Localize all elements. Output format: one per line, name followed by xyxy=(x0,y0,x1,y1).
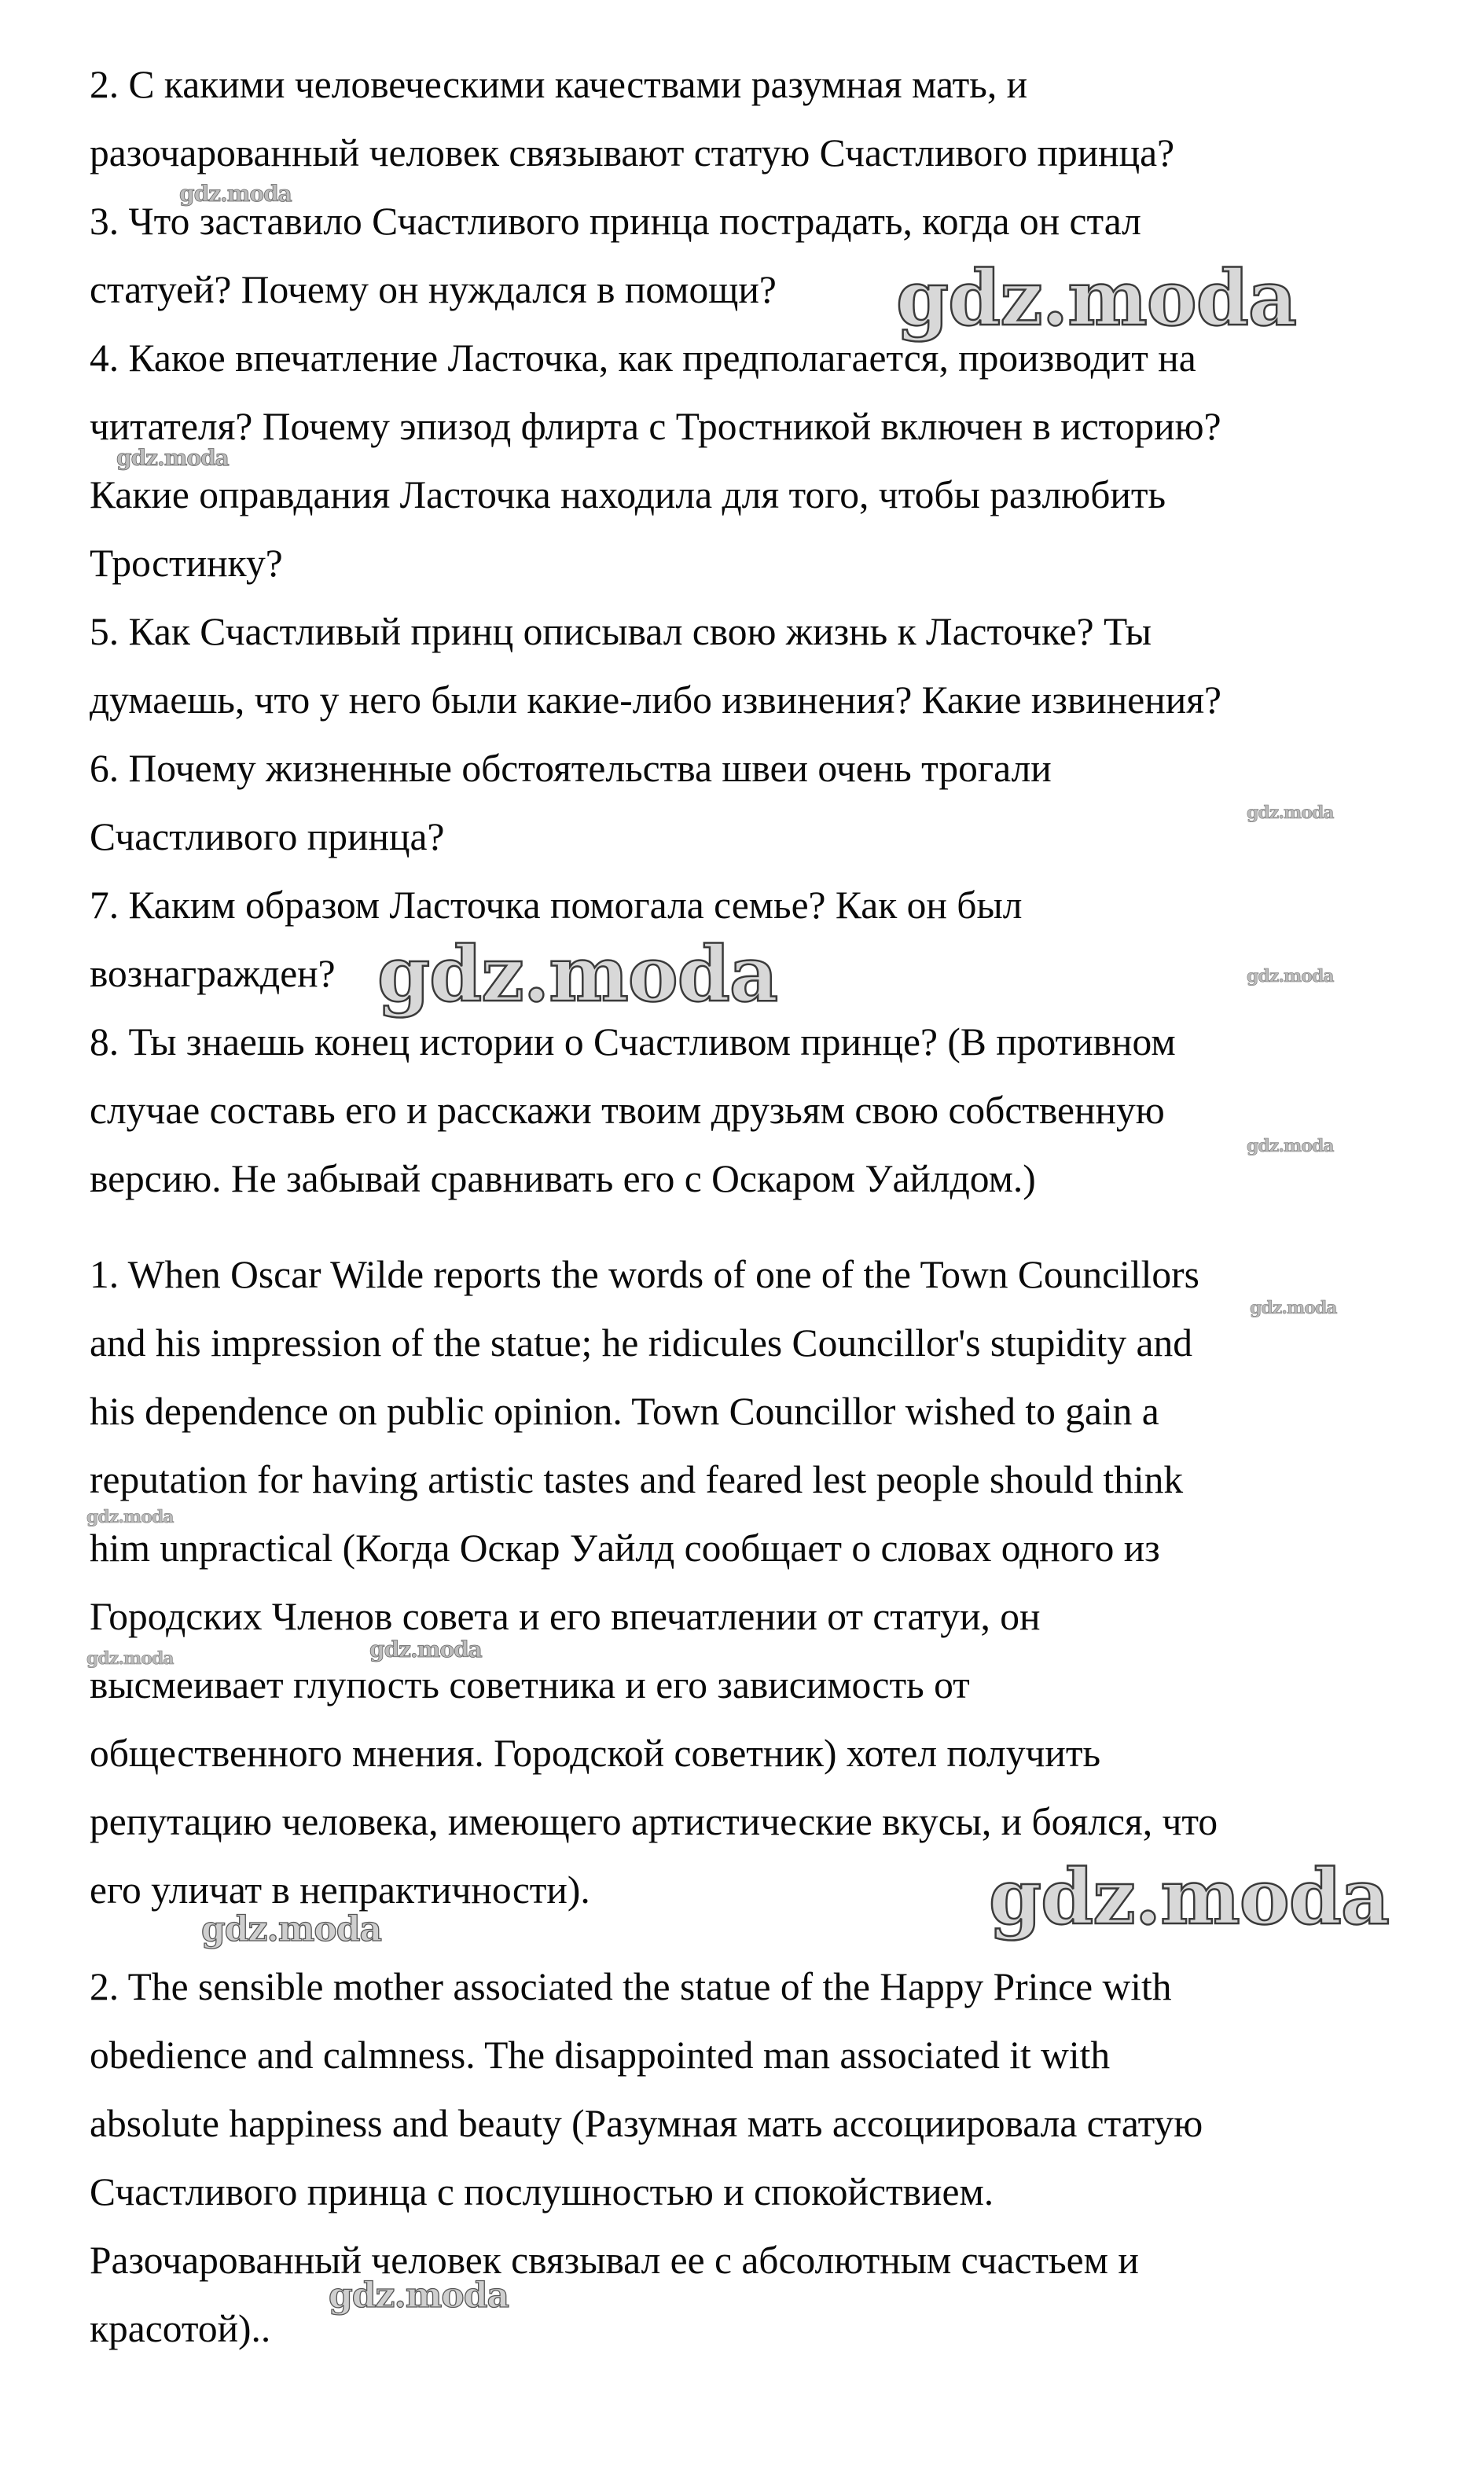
watermark: gdz.moda xyxy=(179,181,292,207)
watermark: gdz.moda xyxy=(116,445,229,471)
answer-line: and his impression of the statue; he ridicules Councillor's stupidity and xyxy=(90,1321,1192,1365)
question-line: читателя? Почему эпизод флирта с Тростникой включен в историю? xyxy=(90,405,1221,448)
watermark: gdz.moda xyxy=(377,930,778,1019)
answer-line: общественного мнения. Городской советник) хотел получить xyxy=(90,1732,1101,1775)
question-line: случае составь его и расскажи твоим друзьям свою собственную xyxy=(90,1089,1165,1132)
question-line: версию. Не забывай сравнивать его с Оскаром Уайлдом.) xyxy=(90,1157,1036,1200)
question-line: разочарованный человек связывают статую Счастливого принца? xyxy=(90,131,1175,174)
watermark: gdz.moda xyxy=(86,1507,174,1527)
question-line: Какие оправдания Ласточка находила для того, чтобы разлюбить xyxy=(90,473,1166,516)
answer-line: reputation for having artistic tastes and feared lest people should think xyxy=(90,1458,1184,1501)
question-line: 5. Как Счастливый принц описывал свою жизнь к Ласточке? Ты xyxy=(90,610,1152,653)
answer-line: Счастливого принца с послушностью и спокойствием. xyxy=(90,2170,994,2213)
watermark: gdz.moda xyxy=(86,1648,174,1669)
answer-line: красотой).. xyxy=(90,2307,271,2350)
watermark: gdz.moda xyxy=(1247,966,1334,986)
answer-line: Городских Членов совета и его впечатлении от статуи, он xyxy=(90,1595,1041,1638)
answer-line: Разочарованный человек связывал ее с абсолютным счастьем и xyxy=(90,2239,1139,2282)
watermark: gdz.moda xyxy=(1247,803,1334,823)
answer-line: 1. When Oscar Wilde reports the words of one of the Town Councillors xyxy=(90,1253,1199,1296)
question-line: 7. Каким образом Ласточка помогала семье? Как он был xyxy=(90,883,1023,927)
question-line: 8. Ты знаешь конец истории о Счастливом принце? (В противном xyxy=(90,1020,1176,1064)
question-line: вознагражден? xyxy=(90,952,336,995)
watermark: gdz.moda xyxy=(201,1909,382,1949)
answer-line: him unpractical (Когда Оскар Уайлд сообщает о словах одного из xyxy=(90,1526,1160,1570)
question-line: думаешь, что у него были какие-либо извинения? Какие извинения? xyxy=(90,678,1221,722)
question-line: статуей? Почему он нуждался в помощи? xyxy=(90,268,777,311)
question-line: 6. Почему жизненные обстоятельства швеи очень трогали xyxy=(90,747,1052,790)
question-line: 2. С какими человеческими качествами разумная мать, и xyxy=(90,63,1028,106)
answer-line: obedience and calmness. The disappointed man associated it with xyxy=(90,2033,1111,2077)
question-line: 3. Что заставило Счастливого принца пострадать, когда он стал xyxy=(90,200,1141,243)
answer-line: репутацию человека, имеющего артистические вкусы, и боялся, что xyxy=(90,1800,1218,1843)
watermark: gdz.moda xyxy=(369,1637,482,1662)
answer-line: his dependence on public opinion. Town Councillor wished to gain a xyxy=(90,1390,1159,1433)
question-line: 4. Какое впечатление Ласточка, как предполагается, производит на xyxy=(90,336,1196,380)
answer-line: 2. The sensible mother associated the statue of the Happy Prince with xyxy=(90,1965,1172,2008)
watermark: gdz.moda xyxy=(1247,1136,1334,1156)
question-line: Тростинку? xyxy=(90,542,283,585)
watermark: gdz.moda xyxy=(1250,1298,1337,1318)
question-line: Счастливого принца? xyxy=(90,815,445,858)
answer-line: высмеивает глупость советника и его зависимость от xyxy=(90,1663,970,1706)
watermark: gdz.moda xyxy=(896,254,1297,343)
answer-line: его уличат в непрактичности). xyxy=(90,1868,590,1912)
answer-line: absolute happiness and beauty (Разумная мать ассоциировала статую xyxy=(90,2102,1203,2145)
watermark: gdz.moda xyxy=(989,1853,1390,1941)
watermark: gdz.moda xyxy=(329,2276,509,2316)
